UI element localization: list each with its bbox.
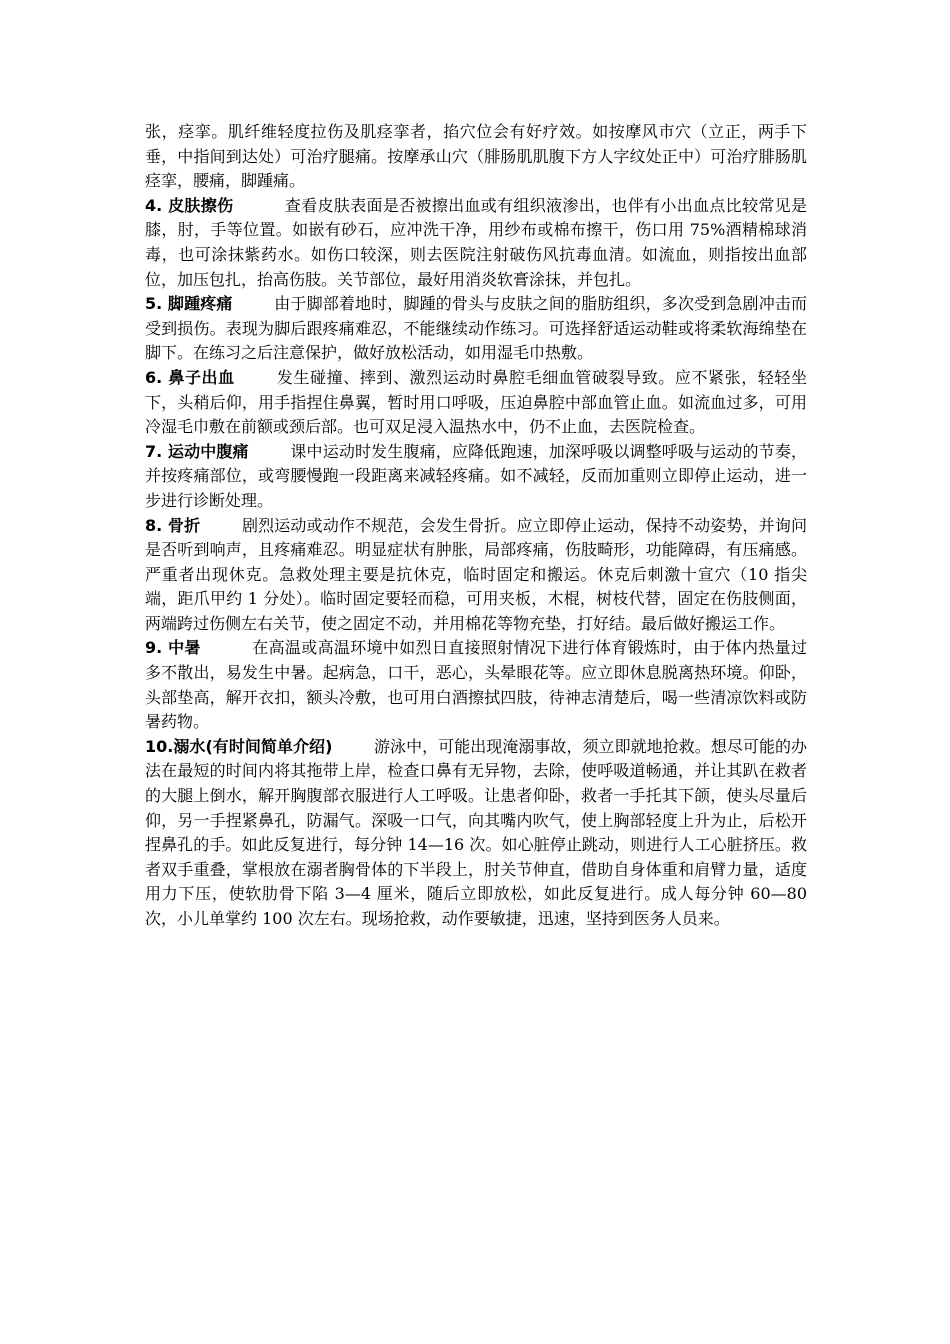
- intro-paragraph: [145, 120, 807, 194]
- section-heading: 6. 鼻子出血: [145, 367, 235, 387]
- section-body: 在高温或高温环境中如烈日直接照射情况下进行体育锻炼时，由于体内热量过多不散出，易发生中暑。起病急，口干，恶心，头晕眼花等。应立即休息脱离热环境。仰卧，头部垫高，解开衣扣，额头冷敷，也可用白酒擦拭四肢，待神志清楚后，喝一些清凉饮料或防暑药物。: [145, 638, 807, 732]
- section-body: 由于脚部着地时，脚踵的骨头与皮肤之间的脂肪组织，多次受到急剧冲击而受到损伤。表现为脚后跟疼痛难忍，不能继续动作练习。可选择舒适运动鞋或将柔软海绵垫在脚下。在练习之后注意保护，做好放松活动，如用湿毛巾热敷。: [145, 294, 807, 363]
- section-heading: 10.溺水(有时间简单介绍): [145, 736, 333, 756]
- section-nosebleed: [145, 366, 807, 440]
- section-skin-abrasion: [145, 194, 807, 292]
- section-body: 查看皮肤表面是否被擦出血或有组织液渗出，也伴有小出血点比较常见是膝，肘，手等位置。如嵌有砂石，应冲洗干净，用纱布或棉布擦干，伤口用 75%酒精棉球消毒，也可涂抹紫药水。如伤口较深，则去医院注射破伤风抗毒血清。如流血，则指按出血部位，加压包扎，抬高伤肢。关节部位，最好用消炎软膏涂抹，并包扎。: [145, 195, 807, 289]
- section-heading: 9. 中暑: [145, 638, 201, 658]
- section-drowning: [145, 735, 807, 932]
- section-heading: 4. 皮肤擦伤: [145, 195, 234, 215]
- section-heatstroke: [145, 636, 807, 734]
- section-heading: 5. 脚踵疼痛: [145, 294, 233, 314]
- section-heading: 8. 骨折: [145, 515, 201, 535]
- section-body: 发生碰撞、摔到、激烈运动时鼻腔毛细血管破裂导致。应不紧张，轻轻坐下，头稍后仰，用手指捏住鼻翼，暂时用口呼吸，压迫鼻腔中部血管止血。如流血过多，可用冷湿毛巾敷在前额或颈后部。也可双足浸入温热水中，仍不止血，去医院检查。: [145, 367, 807, 437]
- intro-text: 张，痉挛。肌纤维轻度拉伤及肌痉挛者，掐穴位会有好疗效。如按摩风市穴（立正，两手下垂，中指间到达处）可治疗腿痛。按摩承山穴（腓肠肌肌腹下方人字纹处正中）可治疗腓肠肌痉挛，腰痛，脚踵痛。: [145, 122, 807, 191]
- document-body: [145, 120, 807, 932]
- section-body: 剧烈运动或动作不规范，会发生骨折。应立即停止运动，保持不动姿势，并询问是否听到响声，且疼痛难忍。明显症状有肿胀，局部疼痛，伤肢畸形，功能障碍，有压痛感。严重者出现休克。急救处理主要是抗休克，临时固定和搬运。休克后刺激十宣穴（10 指尖端，距爪甲约 1 分处）。临时固定要轻而稳，可用夹板，木棍，树枝代替，固定在伤肢侧面，两端跨过伤侧左右关节，使之固定不动，并用棉花等物充垫，打好结。最后做好搬运工作。: [145, 515, 807, 633]
- section-heel-pain: [145, 292, 807, 366]
- section-body: 游泳中，可能出现淹溺事故，须立即就地抢救。想尽可能的办法在最短的时间内将其拖带上岸，检查口鼻有无异物，去除，使呼吸道畅通，并让其趴在救者的大腿上倒水，解开胸腹部衣服进行人工呼吸。让患者仰卧，救者一手托其下颌，使头尽量后仰，另一手捏紧鼻孔，防漏气。深吸一口气，向其嘴内吹气，使上胸部轻度上升为止，后松开捏鼻孔的手。如此反复进行，每分钟 14—16 次。如心脏停止跳动，则进行人工心脏挤压。救者双手重叠，掌根放在溺者胸骨体的下半段上，肘关节伸直，借助自身体重和肩臂力量，适度用力下压，使软肋骨下陷 3—4 厘米，随后立即放松，如此反复进行。成人每分钟 60—80 次，小儿单掌约 100 次左右。现场抢救，动作要敏捷，迅速，坚持到医务人员来。: [145, 736, 807, 928]
- section-body: 课中运动时发生腹痛，应降低跑速，加深呼吸以调整呼吸与运动的节奏，并按疼痛部位，或弯腰慢跑一段距离来减轻疼痛。如不减轻，反而加重则立即停止运动，进一步进行诊断处理。: [145, 441, 807, 510]
- section-fracture: [145, 514, 807, 637]
- section-heading: 7. 运动中腹痛: [145, 441, 249, 461]
- section-abdominal-pain: [145, 440, 807, 514]
